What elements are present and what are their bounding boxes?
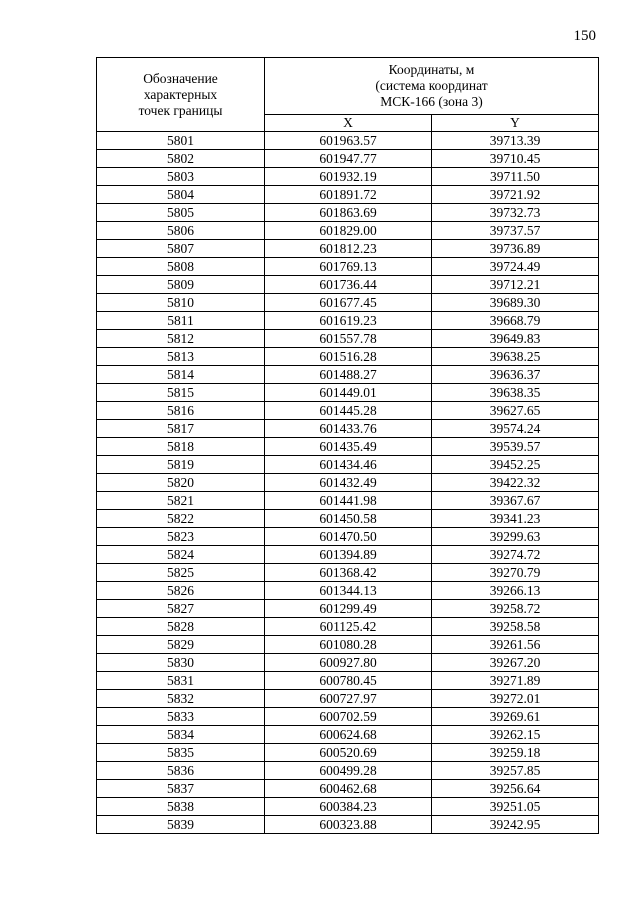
- table-row: [97, 276, 599, 294]
- y-coordinate-cell: 39736.89: [432, 240, 599, 258]
- table-body: [97, 132, 599, 834]
- table-row: [97, 618, 599, 636]
- y-coordinate-cell: 39627.65: [432, 402, 599, 420]
- point-id-cell: 5813: [97, 348, 265, 366]
- y-coordinate-cell: 39711.50: [432, 168, 599, 186]
- point-id-cell: 5829: [97, 636, 265, 654]
- point-id-cell: 5806: [97, 222, 265, 240]
- point-id-cell: 5814: [97, 366, 265, 384]
- y-coordinate-cell: 39299.63: [432, 528, 599, 546]
- y-coordinate-cell: 39721.92: [432, 186, 599, 204]
- y-coordinate-cell: 39422.32: [432, 474, 599, 492]
- table-row: [97, 186, 599, 204]
- y-coordinate-cell: 39712.21: [432, 276, 599, 294]
- y-coordinate-cell: 39262.15: [432, 726, 599, 744]
- y-coordinate-cell: 39256.64: [432, 780, 599, 798]
- table-row: [97, 222, 599, 240]
- table-row: [97, 600, 599, 618]
- point-id-cell: 5816: [97, 402, 265, 420]
- y-coordinate-cell: 39259.18: [432, 744, 599, 762]
- table-row: [97, 150, 599, 168]
- x-coordinate-cell: 601434.46: [265, 456, 432, 474]
- y-coordinate-cell: 39452.25: [432, 456, 599, 474]
- x-coordinate-cell: 601488.27: [265, 366, 432, 384]
- point-id-cell: 5820: [97, 474, 265, 492]
- y-coordinate-cell: 39257.85: [432, 762, 599, 780]
- table-row: [97, 636, 599, 654]
- x-coordinate-cell: 601557.78: [265, 330, 432, 348]
- point-id-cell: 5833: [97, 708, 265, 726]
- y-coordinate-cell: 39636.37: [432, 366, 599, 384]
- table-row: [97, 816, 599, 834]
- point-id-cell: 5807: [97, 240, 265, 258]
- y-coordinate-cell: 39638.25: [432, 348, 599, 366]
- y-coordinate-cell: 39270.79: [432, 564, 599, 582]
- y-coordinate-cell: 39689.30: [432, 294, 599, 312]
- point-id-cell: 5819: [97, 456, 265, 474]
- point-id-cell: 5822: [97, 510, 265, 528]
- table-row: [97, 798, 599, 816]
- point-id-cell: 5808: [97, 258, 265, 276]
- x-coordinate-cell: 600624.68: [265, 726, 432, 744]
- x-coordinate-cell: 600780.45: [265, 672, 432, 690]
- y-coordinate-cell: 39638.35: [432, 384, 599, 402]
- point-id-cell: 5802: [97, 150, 265, 168]
- point-id-cell: 5834: [97, 726, 265, 744]
- coordinates-table: [96, 57, 599, 834]
- x-coordinate-cell: 601432.49: [265, 474, 432, 492]
- header-y: Y: [432, 115, 599, 132]
- header-coordinates: Координаты, м (система координат МСК-166 (зона 3): [265, 58, 599, 115]
- table-row: [97, 204, 599, 222]
- x-coordinate-cell: 601769.13: [265, 258, 432, 276]
- x-coordinate-cell: 600462.68: [265, 780, 432, 798]
- y-coordinate-cell: 39266.13: [432, 582, 599, 600]
- point-id-cell: 5825: [97, 564, 265, 582]
- x-coordinate-cell: 601736.44: [265, 276, 432, 294]
- point-id-cell: 5811: [97, 312, 265, 330]
- table-row: [97, 294, 599, 312]
- x-coordinate-cell: 601433.76: [265, 420, 432, 438]
- table-row: [97, 492, 599, 510]
- table-row: [97, 438, 599, 456]
- table-row: [97, 168, 599, 186]
- x-coordinate-cell: 600384.23: [265, 798, 432, 816]
- y-coordinate-cell: 39258.58: [432, 618, 599, 636]
- x-coordinate-cell: 600499.28: [265, 762, 432, 780]
- table-row: [97, 564, 599, 582]
- table-row: [97, 456, 599, 474]
- point-id-cell: 5817: [97, 420, 265, 438]
- table-row: [97, 258, 599, 276]
- x-coordinate-cell: 601516.28: [265, 348, 432, 366]
- y-coordinate-cell: 39271.89: [432, 672, 599, 690]
- header-x: X: [265, 115, 432, 132]
- point-id-cell: 5837: [97, 780, 265, 798]
- x-coordinate-cell: 600520.69: [265, 744, 432, 762]
- y-coordinate-cell: 39367.67: [432, 492, 599, 510]
- point-id-cell: 5832: [97, 690, 265, 708]
- table-row: [97, 654, 599, 672]
- table-row: [97, 546, 599, 564]
- x-coordinate-cell: 601435.49: [265, 438, 432, 456]
- y-coordinate-cell: 39649.83: [432, 330, 599, 348]
- y-coordinate-cell: 39668.79: [432, 312, 599, 330]
- table-row: [97, 744, 599, 762]
- x-coordinate-cell: 601863.69: [265, 204, 432, 222]
- table-row: [97, 510, 599, 528]
- table-row: [97, 528, 599, 546]
- x-coordinate-cell: 601125.42: [265, 618, 432, 636]
- table-row: [97, 240, 599, 258]
- page-number: 150: [573, 28, 596, 44]
- point-id-cell: 5823: [97, 528, 265, 546]
- point-id-cell: 5836: [97, 762, 265, 780]
- point-id-cell: 5839: [97, 816, 265, 834]
- x-coordinate-cell: 601449.01: [265, 384, 432, 402]
- x-coordinate-cell: 601441.98: [265, 492, 432, 510]
- point-id-cell: 5805: [97, 204, 265, 222]
- point-id-cell: 5818: [97, 438, 265, 456]
- table-row: [97, 762, 599, 780]
- table-row: [97, 726, 599, 744]
- y-coordinate-cell: 39732.73: [432, 204, 599, 222]
- point-id-cell: 5826: [97, 582, 265, 600]
- table-row: [97, 312, 599, 330]
- x-coordinate-cell: 600927.80: [265, 654, 432, 672]
- table-row: [97, 384, 599, 402]
- x-coordinate-cell: 601450.58: [265, 510, 432, 528]
- x-coordinate-cell: 601619.23: [265, 312, 432, 330]
- x-coordinate-cell: 601394.89: [265, 546, 432, 564]
- point-id-cell: 5830: [97, 654, 265, 672]
- y-coordinate-cell: 39267.20: [432, 654, 599, 672]
- y-coordinate-cell: 39269.61: [432, 708, 599, 726]
- point-id-cell: 5828: [97, 618, 265, 636]
- y-coordinate-cell: 39261.56: [432, 636, 599, 654]
- x-coordinate-cell: 601829.00: [265, 222, 432, 240]
- y-coordinate-cell: 39251.05: [432, 798, 599, 816]
- table-row: [97, 402, 599, 420]
- table-row: [97, 780, 599, 798]
- x-coordinate-cell: 601470.50: [265, 528, 432, 546]
- x-coordinate-cell: 601947.77: [265, 150, 432, 168]
- point-id-cell: 5804: [97, 186, 265, 204]
- y-coordinate-cell: 39272.01: [432, 690, 599, 708]
- header-point-designation: Обозначение характерных точек границы: [97, 58, 265, 132]
- y-coordinate-cell: 39539.57: [432, 438, 599, 456]
- x-coordinate-cell: 600727.97: [265, 690, 432, 708]
- y-coordinate-cell: 39341.23: [432, 510, 599, 528]
- y-coordinate-cell: 39710.45: [432, 150, 599, 168]
- x-coordinate-cell: 601812.23: [265, 240, 432, 258]
- point-id-cell: 5821: [97, 492, 265, 510]
- table-row: [97, 708, 599, 726]
- point-id-cell: 5835: [97, 744, 265, 762]
- x-coordinate-cell: 601891.72: [265, 186, 432, 204]
- point-id-cell: 5838: [97, 798, 265, 816]
- point-id-cell: 5803: [97, 168, 265, 186]
- table-row: [97, 348, 599, 366]
- point-id-cell: 5810: [97, 294, 265, 312]
- y-coordinate-cell: 39258.72: [432, 600, 599, 618]
- x-coordinate-cell: 601445.28: [265, 402, 432, 420]
- x-coordinate-cell: 601368.42: [265, 564, 432, 582]
- x-coordinate-cell: 601963.57: [265, 132, 432, 150]
- point-id-cell: 5815: [97, 384, 265, 402]
- x-coordinate-cell: 600702.59: [265, 708, 432, 726]
- x-coordinate-cell: 601299.49: [265, 600, 432, 618]
- x-coordinate-cell: 601080.28: [265, 636, 432, 654]
- point-id-cell: 5801: [97, 132, 265, 150]
- table-row: [97, 690, 599, 708]
- point-id-cell: 5824: [97, 546, 265, 564]
- table-row: [97, 582, 599, 600]
- x-coordinate-cell: 601344.13: [265, 582, 432, 600]
- x-coordinate-cell: 601677.45: [265, 294, 432, 312]
- x-coordinate-cell: 601932.19: [265, 168, 432, 186]
- table-row: [97, 366, 599, 384]
- y-coordinate-cell: 39242.95: [432, 816, 599, 834]
- table-row: [97, 132, 599, 150]
- y-coordinate-cell: 39737.57: [432, 222, 599, 240]
- table-row: [97, 420, 599, 438]
- x-coordinate-cell: 600323.88: [265, 816, 432, 834]
- y-coordinate-cell: 39713.39: [432, 132, 599, 150]
- point-id-cell: 5809: [97, 276, 265, 294]
- y-coordinate-cell: 39274.72: [432, 546, 599, 564]
- point-id-cell: 5831: [97, 672, 265, 690]
- point-id-cell: 5827: [97, 600, 265, 618]
- point-id-cell: 5812: [97, 330, 265, 348]
- table-row: [97, 672, 599, 690]
- table-row: [97, 330, 599, 348]
- y-coordinate-cell: 39724.49: [432, 258, 599, 276]
- table-row: [97, 474, 599, 492]
- y-coordinate-cell: 39574.24: [432, 420, 599, 438]
